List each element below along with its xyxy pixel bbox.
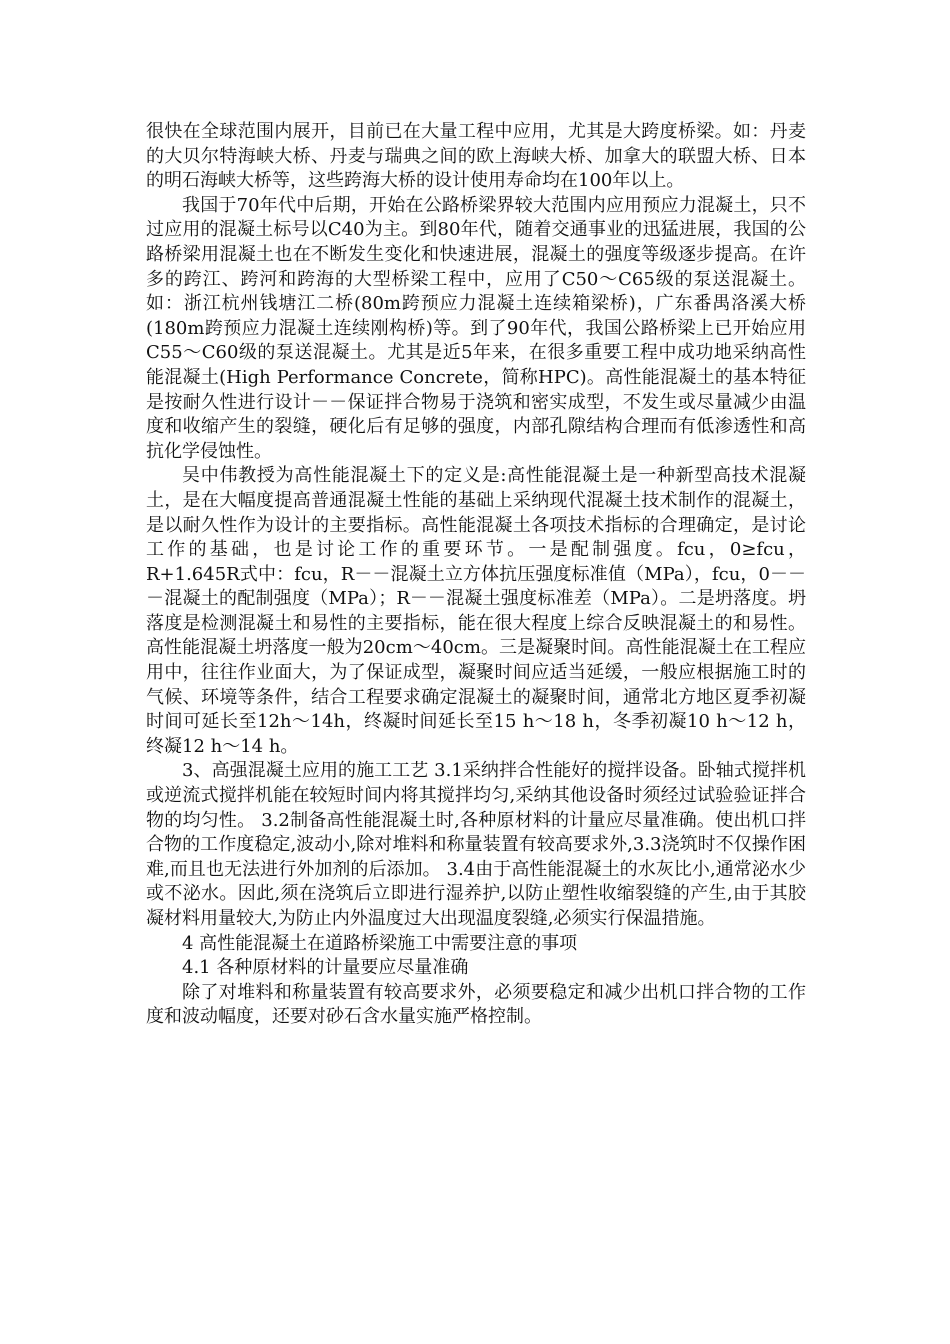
subsection-heading-4-1: 4.1 各种原材料的计量要应尽量准确 — [182, 957, 469, 979]
paragraph-5: 除了对堆料和称量装置有较高要求外，必须要稳定和减少出机口拌合物的工作度和波动幅度，还要对砂石含水量实施严格控制。 — [146, 981, 806, 1028]
paragraph-1: 很快在全球范围内展开，目前已在大量工程中应用，尤其是大跨度桥梁。如：丹麦的大贝尔特海峡大桥、丹麦与瑞典之间的欧上海峡大桥、加拿大的联盟大桥、日本的明石海峡大桥等，这些跨海大桥的设计使用寿命均在100年以上。 — [146, 121, 806, 192]
section-heading-4: 4 高性能混凝土在道路桥梁施工中需要注意的事项 — [182, 932, 578, 954]
paragraph-2: 我国于70年代中后期，开始在公路桥梁界较大范围内应用预应力混凝土，只不过应用的混凝土标号以C40为主。到80年代，随着交通事业的迅猛进展，我国的公路桥梁用混凝土也在不断发生变化和快速进展，混凝土的强度等级逐步提高。在许多的跨江、跨河和跨海的大型桥梁工程中，应用了C50～C65级的泵送混凝土。如：浙江杭州钱塘江二桥(80m跨预应力混凝土连续箱梁桥)，广东番禺洛溪大桥(180m跨预应力混凝土连续刚构桥)等。到了90年代，我国公路桥梁上已开始应用C55～C60级的泵送混凝土。尤其是近5年来，在很多重要工程中成功地采纳高性能混凝土(High Performance Concrete，简称HPC)。高性能混凝土的基本特征是按耐久性进行设计－－保证拌合物易于浇筑和密实成型，不发生或尽量减少由温度和收缩产生的裂缝，硬化后有足够的强度，内部孔隙结构合理而有低渗透性和高抗化学侵蚀性。 — [146, 194, 806, 462]
paragraph-3: 吴中伟教授为高性能混凝土下的定义是:高性能混凝土是一种新型高技术混凝土，是在大幅度提高普通混凝土性能的基础上采纳现代混凝土技术制作的混凝土，是以耐久性作为设计的主要指标。高性能混凝土各项技术指标的合理确定，是讨论工作的基础，也是讨论工作的重要环节。一是配制强度。fcu，0≥fcu，R+1.645R式中：fcu，R－－混凝土立方体抗压强度标准值（MPa），fcu，0－－－混凝土的配制强度（MPa）；R－－混凝土强度标准差（MPa）。二是坍落度。坍落度是检测混凝土和易性的主要指标，能在很大程度上综合反映混凝土的和易性。高性能混凝土坍落度一般为20cm～40cm。三是凝聚时间。高性能混凝土在工程应用中，往往作业面大，为了保证成型，凝聚时间应适当延缓，一般应根据施工时的气候、环境等条件，结合工程要求确定混凝土的凝聚时间，通常北方地区夏季初凝时间可延长至12h～14h，终凝时间延长至15 h～18 h，冬季初凝10 h～12 h，终凝12 h～14 h。 — [146, 465, 806, 757]
document-body — [146, 120, 806, 1030]
paragraph-4: 3、高强混凝土应用的施工工艺 3.1采纳拌合性能好的搅拌设备。卧轴式搅拌机或逆流式搅拌机能在较短时间内将其搅拌均匀,采纳其他设备时须经过试验验证拌合物的均匀性。 3.2制备高性能混凝土时,各种原材料的计量应尽量准确。使出机口拌合物的工作度稳定,波动小,除对堆料和称量装置有较高要求外,3.3浇筑时不仅操作困难,而且也无法进行外加剂的后添加。 3.4由于高性能混凝土的水灰比小,通常泌水少或不泌水。因此,须在浇筑后立即进行湿养护,以防止塑性收缩裂缝的产生,由于其胶凝材料用量较大,为防止内外温度过大出现温度裂缝,必须实行保温措施。 — [146, 760, 806, 929]
